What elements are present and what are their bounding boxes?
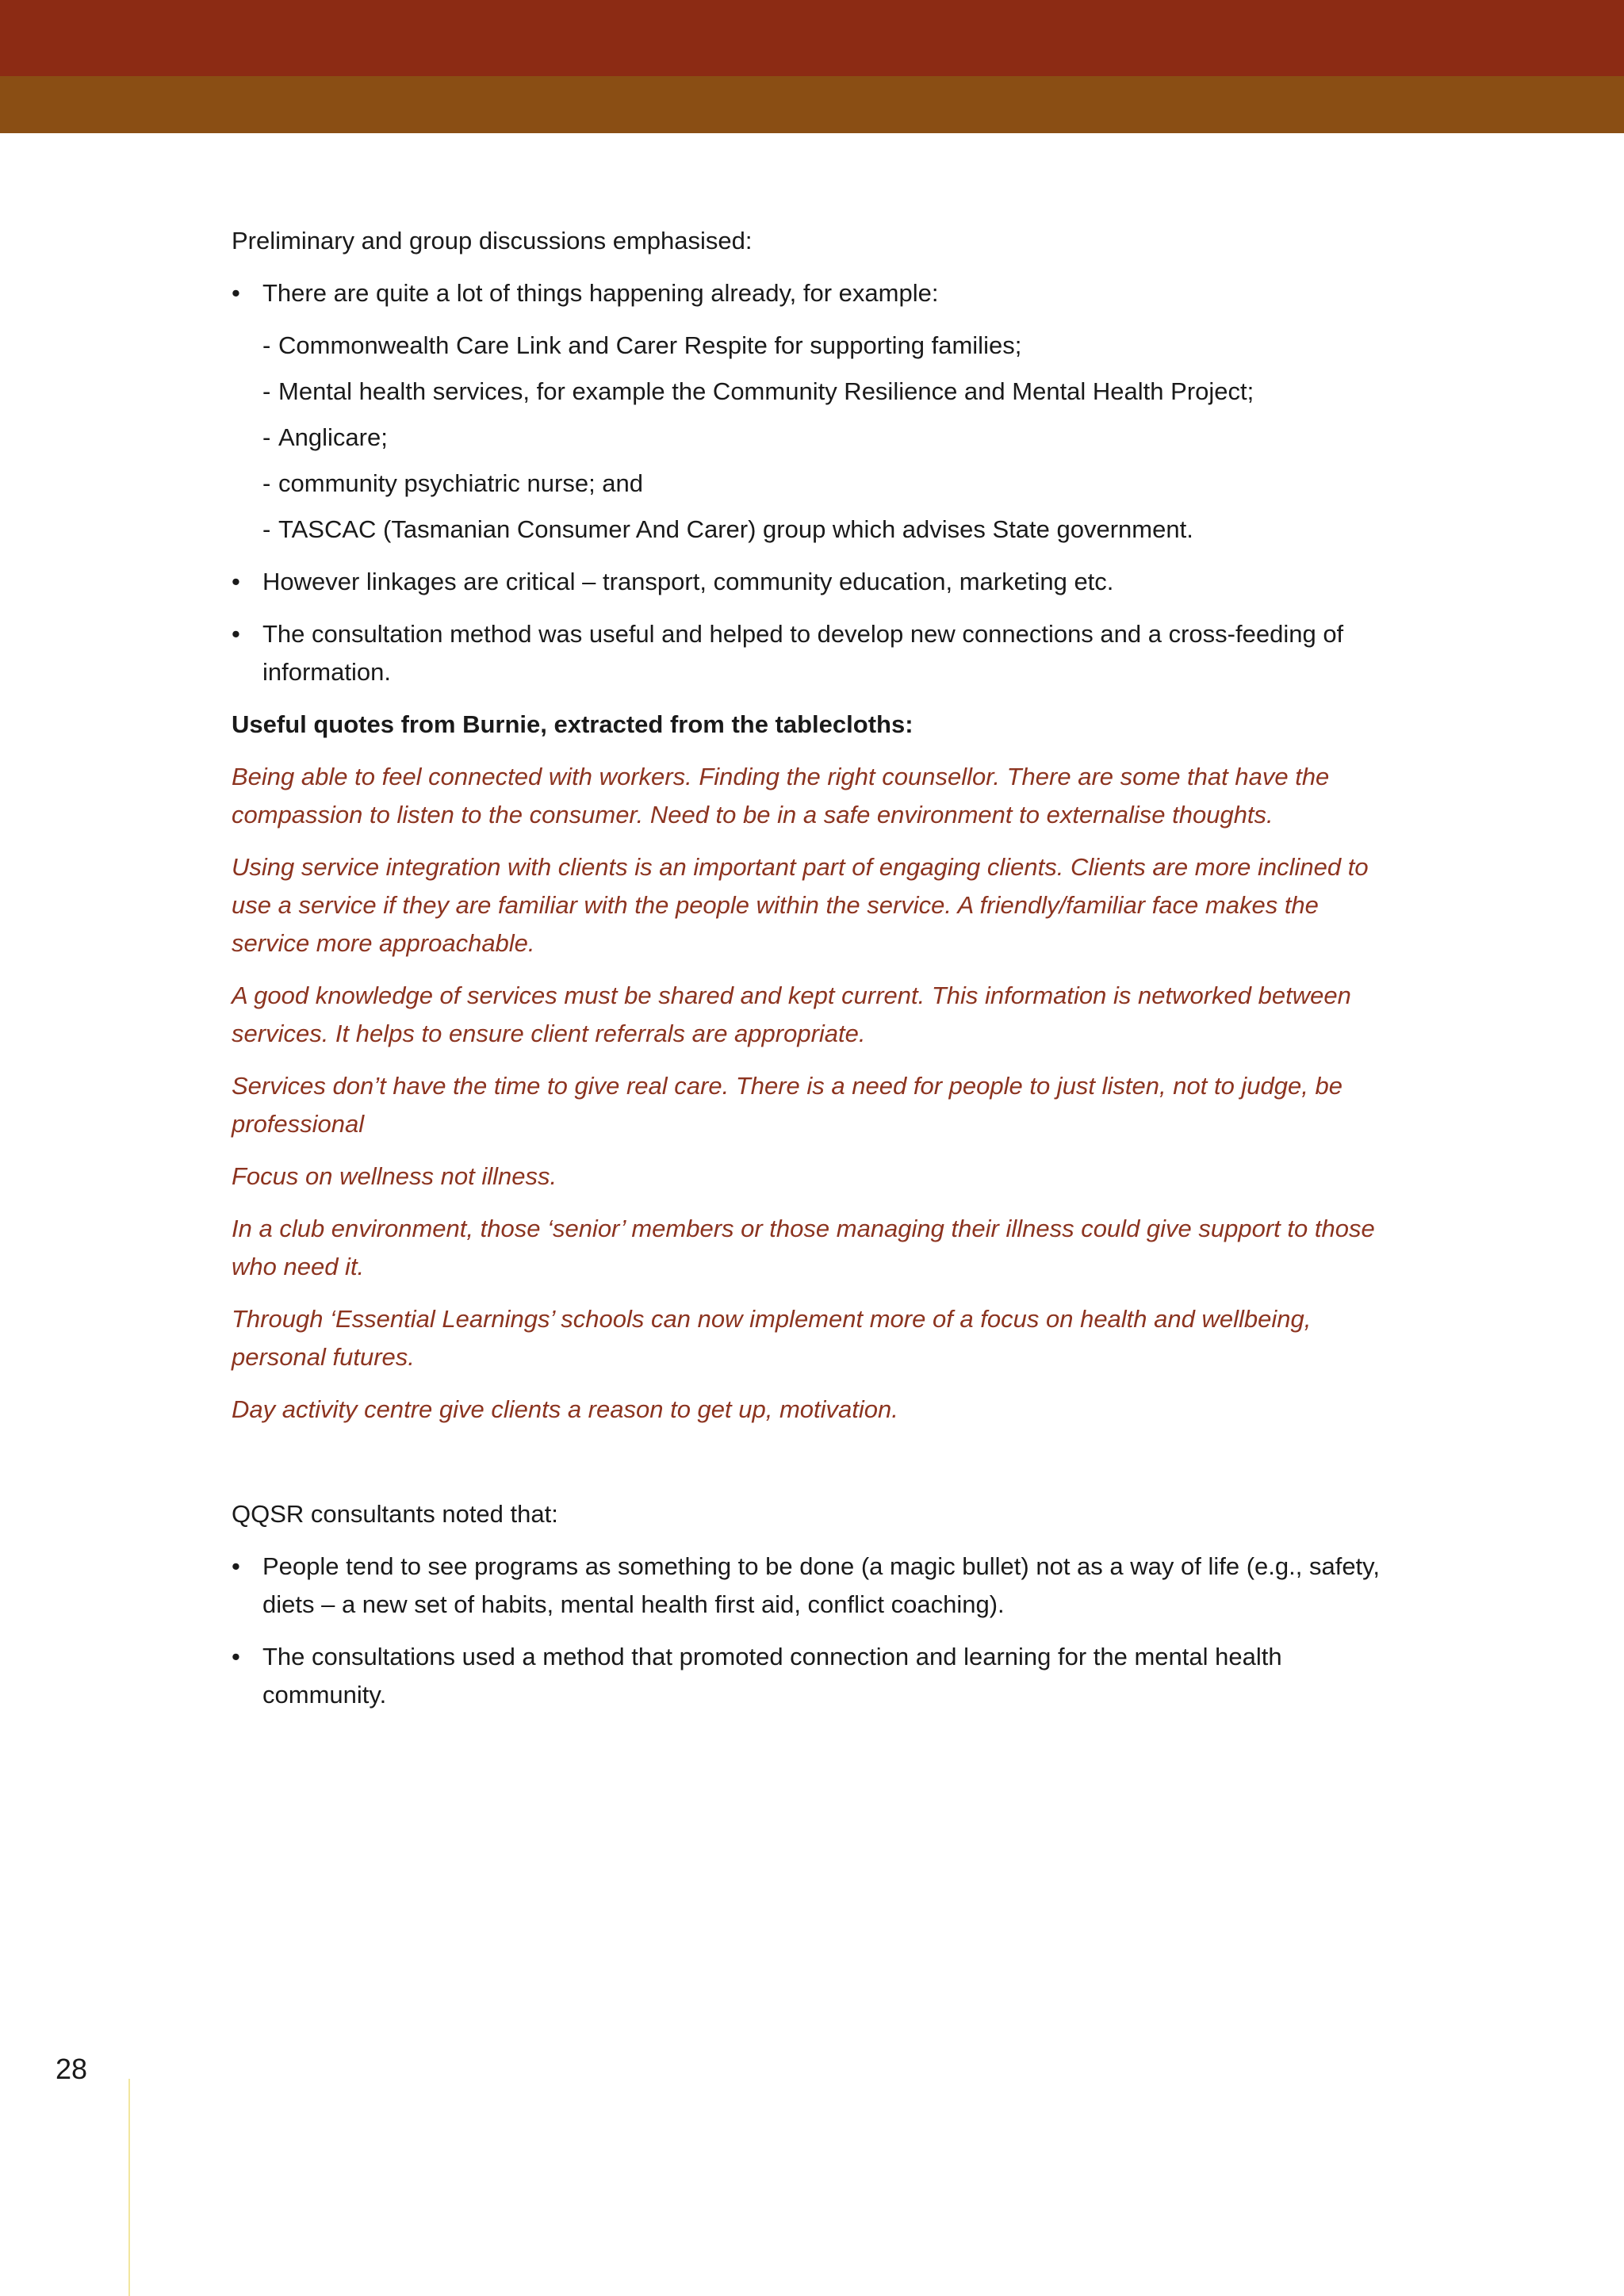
- sub-item: - Mental health services, for example the Community Resilience and Mental Health Project;: [262, 373, 1397, 411]
- header-band-top: [0, 0, 1624, 76]
- quote-paragraph: Services don’t have the time to give real care. There is a need for people to just listen, not to judge, be professional: [232, 1072, 1342, 1138]
- quote-paragraph: Focus on wellness not illness.: [232, 1162, 557, 1190]
- bullet-item: • However linkages are critical – transport, community education, marketing etc.: [232, 563, 1397, 601]
- margin-rule: [128, 2079, 130, 2296]
- quote-paragraph: A good knowledge of services must be shared and kept current. This information is networked between services. It helps to ensure client referrals are appropriate.: [232, 982, 1351, 1047]
- quote-paragraph: Being able to feel connected with workers. Finding the right counsellor. There are some that have the compassion to listen to the consumer. Need to be in a safe environment to externalise thoughts.: [232, 763, 1330, 828]
- quotes-heading: Useful quotes from Burnie, extracted from the tablecloths:: [232, 710, 914, 738]
- quote-paragraph: Day activity centre give clients a reason to get up, motivation.: [232, 1395, 898, 1423]
- intro-paragraph: Preliminary and group discussions emphasised:: [232, 227, 753, 254]
- discussion-bullet-list: [232, 274, 1397, 691]
- sub-item: - Anglicare;: [262, 419, 1397, 457]
- header-band-bottom: [0, 76, 1624, 133]
- sub-item: - community psychiatric nurse; and: [262, 465, 1397, 503]
- consultants-bullet-list: [232, 1548, 1397, 1714]
- bullet-item: • The consultations used a method that promoted connection and learning for the mental health community.: [232, 1638, 1397, 1714]
- page-number: 28: [56, 2053, 88, 2085]
- page-content: [232, 222, 1397, 1728]
- bullet-item: • The consultation method was useful and helped to develop new connections and a cross-feeding of information.: [232, 615, 1397, 691]
- bullet-item: • People tend to see programs as something to be done (a magic bullet) not as a way of life (e.g., safety, diets – a new set of habits, mental health first aid, conflict coaching).: [232, 1548, 1397, 1624]
- bullet-item: [232, 274, 1397, 549]
- quote-paragraph: In a club environment, those ‘senior’ members or those managing their illness could give support to those who need it.: [232, 1215, 1375, 1280]
- example-sub-list: [262, 327, 1397, 549]
- bullet-text: There are quite a lot of things happening already, for example:: [262, 279, 939, 307]
- sub-item: - TASCAC (Tasmanian Consumer And Carer) group which advises State government.: [262, 511, 1397, 549]
- quote-paragraph: Through ‘Essential Learnings’ schools can now implement more of a focus on health and wellbeing, personal futures.: [232, 1305, 1312, 1371]
- sub-item: - Commonwealth Care Link and Carer Respite for supporting families;: [262, 327, 1397, 365]
- consultants-intro: QQSR consultants noted that:: [232, 1500, 558, 1528]
- quote-paragraph: Using service integration with clients is an important part of engaging clients. Clients are more inclined to use a service if they are familiar with the people within the service. A friendly/familiar face makes the service more approachable.: [232, 853, 1369, 957]
- section-spacer: [232, 1443, 1397, 1495]
